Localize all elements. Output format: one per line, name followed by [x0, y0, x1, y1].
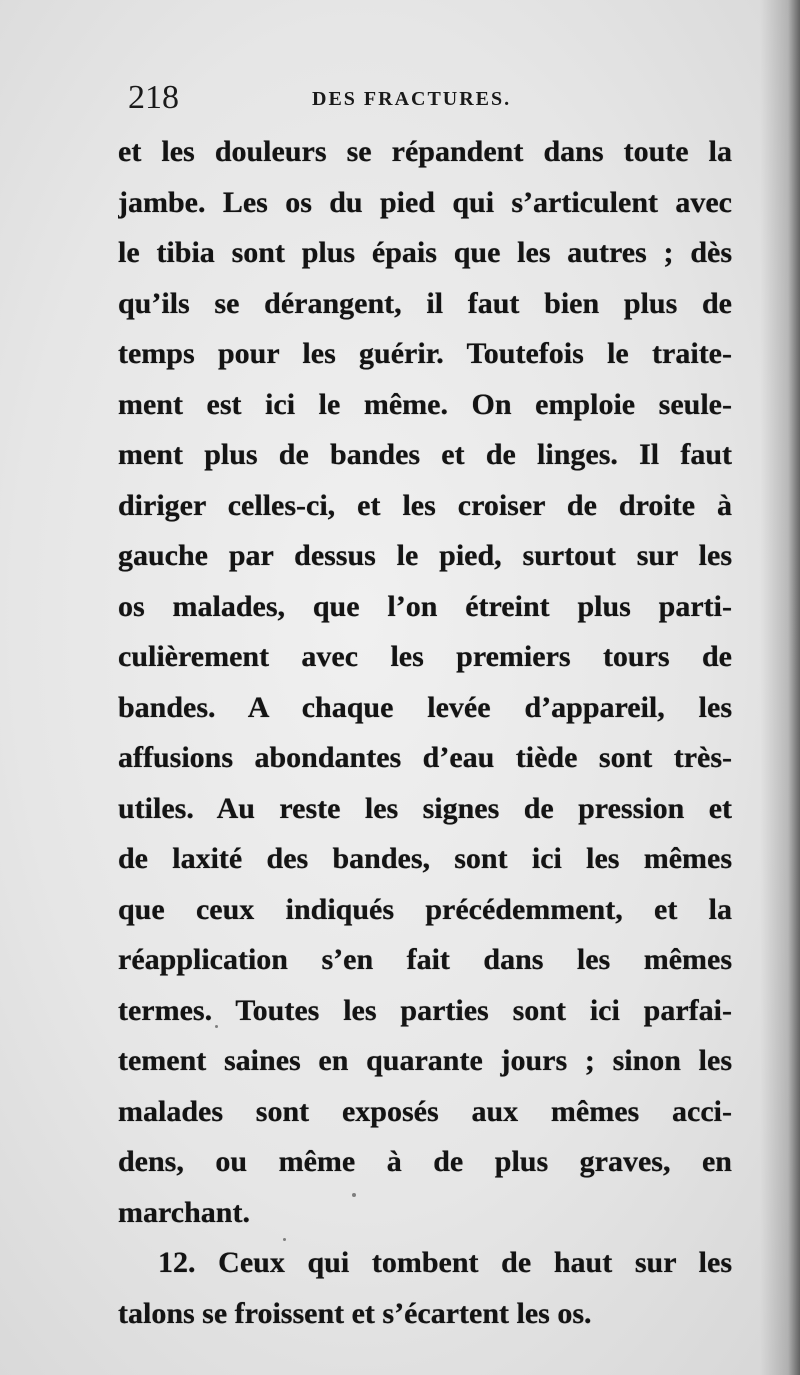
text-line: de laxité des bandes, sont ici les mêmes [118, 842, 732, 875]
text-line: os malades, que l’on étreint plus parti- [118, 589, 732, 623]
text-line: 12. Ceux qui tombent de haut sur les [158, 1246, 732, 1279]
text-line: diriger celles-ci, et les croiser de droite à [118, 488, 732, 522]
text-line: temps pour les guérir. Toutefois le traite- [118, 337, 732, 370]
body-text [118, 127, 732, 1339]
text-line: réapplication s’en fait dans les mêmes [118, 943, 732, 976]
text-line: tement saines en quarante jours ; sinon les [118, 1044, 732, 1077]
text-line: le tibia sont plus épais que les autres ; dès [118, 236, 732, 269]
text-line: marchant. [118, 1195, 250, 1229]
text-line: termes. Toutes les parties sont ici parfai- [118, 993, 732, 1027]
text-line: malades sont exposés aux mêmes acci- [118, 1094, 732, 1128]
text-line: et les douleurs se répandent dans toute la [118, 135, 732, 168]
paper-speck [352, 1193, 356, 1197]
text-line: dens, ou même à de plus graves, en [118, 1145, 732, 1178]
page-edge-shadow [760, 0, 800, 1375]
text-line: talons se froissent et s’écartent les os. [118, 1296, 592, 1330]
text-line: bandes. A chaque levée d’appareil, les [118, 690, 732, 724]
text-line: utiles. Au reste les signes de pression et [118, 791, 732, 825]
text-line: ment plus de bandes et de linges. Il faut [118, 438, 732, 471]
page-number: 218 [128, 79, 179, 116]
paper-speck [283, 1238, 286, 1241]
paper-speck [215, 1025, 218, 1028]
running-head-title: DES FRACTURES. [312, 88, 512, 110]
text-line: que ceux indiqués précédemment, et la [118, 892, 732, 926]
text-line: culièrement avec les premiers tours de [118, 640, 732, 673]
text-line: qu’ils se dérangent, il faut bien plus de [118, 286, 732, 320]
text-line: affusions abondantes d’eau tiède sont très- [118, 741, 732, 774]
text-line: ment est ici le même. On emploie seule- [118, 387, 732, 421]
text-line: jambe. Les os du pied qui s’articulent avec [118, 185, 732, 219]
text-line: gauche par dessus le pied, surtout sur les [118, 539, 732, 572]
running-head [128, 78, 728, 118]
